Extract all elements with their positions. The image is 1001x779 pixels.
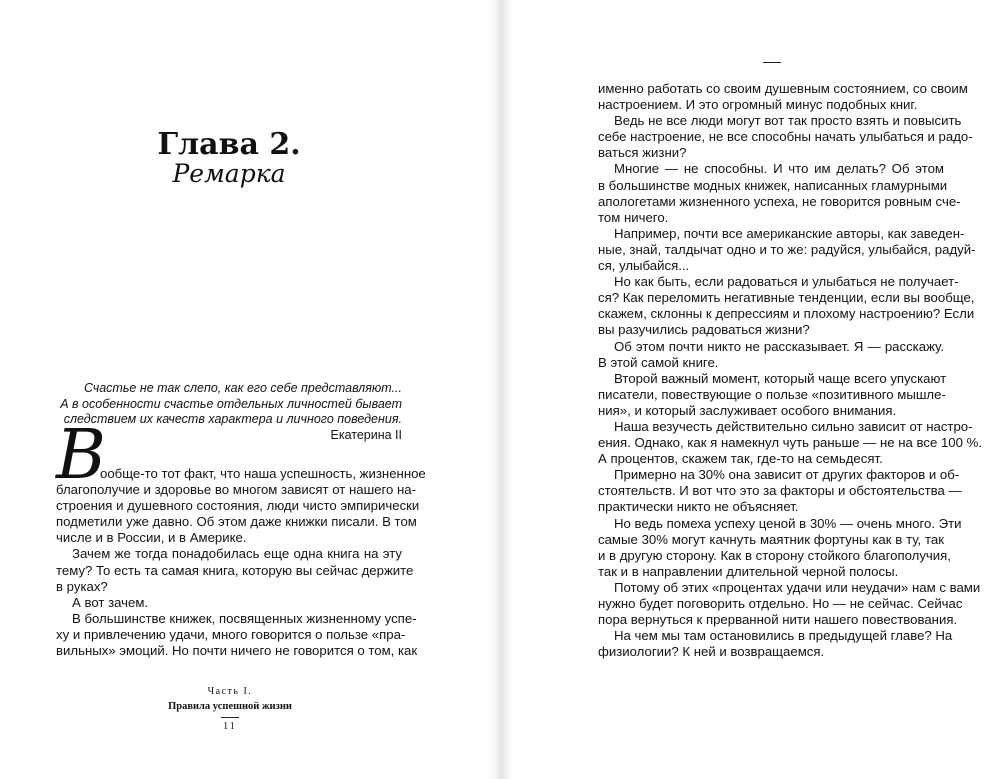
body-line: скажем, склонны к депрессиям и плохому настроению? Если <box>598 306 975 322</box>
epigraph-line: Счастье не так слепо, как его себе представляют... <box>83 381 402 395</box>
body-line: тему? То есть та самая книга, которую вы сейчас держите <box>56 562 414 578</box>
body-line: числе и в России, и в Америке. <box>56 530 247 546</box>
body-line: нужно будет поговорить отдельно. Но — не сейчас. Сейчас <box>598 596 963 611</box>
right-body-text <box>598 81 983 660</box>
body-line: ные, знай, талдычат одно и то же: радуйся, улыбайся, радуй- <box>598 241 976 257</box>
body-line: А вот зачем. <box>72 594 149 610</box>
body-line: ения. Однако, как я намекнул чуть раньше — не на все 100 %. <box>598 435 983 451</box>
body-line: Ведь не все люди могут вот так просто взять и повысить <box>614 113 962 129</box>
chapter-title: Ремарка <box>172 159 286 188</box>
body-line: ся, улыбайся... <box>598 258 690 274</box>
body-line: Но как быть, если радоваться и улыбаться не получает- <box>614 274 959 290</box>
body-line: Многие — не способны. И что им делать? Об этом <box>614 161 944 177</box>
body-line: Об этом почти никто не рассказывает. Я — расскажу. <box>614 338 944 354</box>
body-line: Наша везучесть действительно сильно зависит от настро- <box>614 418 973 434</box>
body-line: стоятельств. И вот что это за факторы и обстоятельства — <box>598 483 962 499</box>
body-line: ху и привлечению удачи, много говорится о пользе «пра- <box>56 626 406 642</box>
body-line: А процентов, скажем так, где-то на семьдесят. <box>598 451 883 467</box>
body-line: в большинстве модных книжек, написанных гламурными <box>598 177 948 193</box>
body-line: том ничего. <box>598 209 669 225</box>
body-line: В большинстве книжек, посвященных жизненному успе- <box>72 610 417 626</box>
body-line: практически никто не объясняет. <box>598 499 799 515</box>
body-line: себе настроение, не все способны начать улыбаться и радо- <box>598 129 973 145</box>
body-line: ообще-то тот факт, что наша успешность, жизненное <box>100 466 426 481</box>
left-page <box>0 0 488 779</box>
body-line: настроением. И это огромный минус подобных книг. <box>598 97 918 113</box>
body-line: писатели, повествующие о пользе «позитивного мышле- <box>598 386 946 402</box>
epigraph <box>60 381 402 443</box>
body-line: Второй важный момент, который чаще всего упускают <box>614 370 947 386</box>
body-line: вы разучились радоваться жизни? <box>598 322 810 338</box>
page-number: 11 <box>223 721 237 732</box>
footer-rule <box>221 717 239 718</box>
body-line: В этой самой книге. <box>598 354 719 370</box>
right-page <box>512 0 1001 779</box>
body-line: апологетами жизненного успеха, не говорится ровным сче- <box>598 193 961 209</box>
body-line: На чем мы там остановились в предыдущей главе? На <box>614 628 953 644</box>
book-gutter <box>488 0 512 779</box>
body-line: и в другую сторону. Как в сторону стойкого благополучия, <box>598 547 951 563</box>
epigraph-author: Екатерина II <box>330 427 402 442</box>
body-line: Примерно на 30% она зависит от других факторов и об- <box>614 467 960 483</box>
body-line: пора вернуться к прерванной нити нашего повествования. <box>598 612 958 628</box>
body-line: ваться жизни? <box>598 145 687 161</box>
body-line: Потому об этих «процентах удачи или неудачи» нам с вами <box>614 579 981 595</box>
epigraph-line: А в особенности счастье отдельных личностей бывает <box>60 396 402 411</box>
header-rule <box>763 62 781 63</box>
body-line: самые 30% могут качнуть маятник фортуны как в ту, так <box>598 531 944 547</box>
body-line: ся? Как переломить негативные тенденции, если вы вообще, <box>598 290 975 306</box>
epigraph-line: следствием их качеств характера и личного поведения. <box>63 412 402 426</box>
chapter-number: Глава 2. <box>157 127 301 162</box>
body-line: благополучие и здоровье во многом зависят от нашего на- <box>56 482 417 498</box>
body-line: в руках? <box>56 578 108 594</box>
body-line: Зачем же тогда понадобилась еще одна книга на эту <box>72 546 402 562</box>
running-head-section: Правила успешной жизни <box>168 701 292 712</box>
body-line: физиологии? К ней и возвращаемся. <box>598 644 825 660</box>
body-line: ния», и который заслуживает особого внимания. <box>598 402 897 418</box>
body-line: Но ведь помеха успеху ценой в 30% — очень много. Эти <box>614 515 962 531</box>
body-line: именно работать со своим душевным состоянием, со своим <box>598 81 968 96</box>
body-line: вильных» эмоций. Но почти ничего не говорится о том, как <box>56 643 418 659</box>
body-line: так и в направлении длительной черной полосы. <box>598 563 899 579</box>
body-line: строения и душевного состояния, люди чисто эмпирически <box>56 498 420 514</box>
body-line: Например, почти все американские авторы, как заведен- <box>614 225 965 241</box>
drop-cap: В <box>56 416 106 495</box>
body-line: подметили уже давно. Об этом даже книжки писали. В том <box>56 514 417 530</box>
left-body-text <box>56 466 426 659</box>
running-head-part: Часть I. <box>207 686 253 697</box>
